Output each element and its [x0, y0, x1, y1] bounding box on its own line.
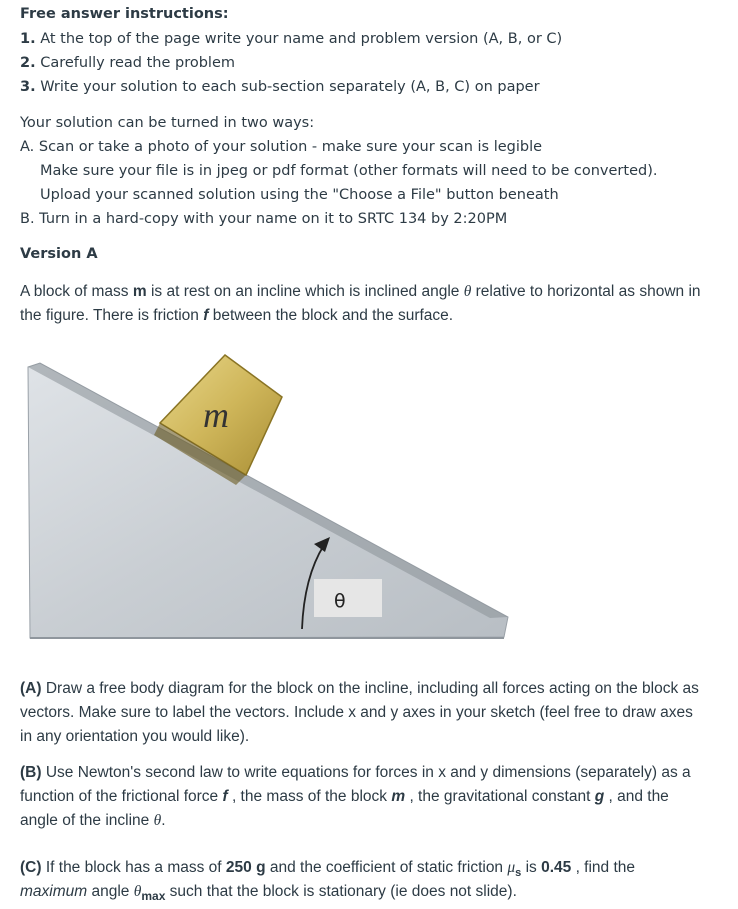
version-heading: Version A — [20, 246, 98, 262]
instructions-heading: Free answer instructions: — [20, 6, 229, 22]
problem-line-1: A block of mass m is at rest on an incline which is inclined angle θ relative to horizontal as shown in — [20, 283, 701, 300]
turn-in-option-a: A. Scan or take a photo of your solution - make sure your scan is legible — [20, 139, 543, 155]
part-a-line-1: (A) Draw a free body diagram for the block on the incline, including all forces acting on the block as — [20, 680, 699, 697]
instruction-step-3: 3. Write your solution to each sub-section separately (A, B, C) on paper — [20, 79, 540, 95]
part-c-line-2: maximum angle $\theta_{max}$ such that the block is stationary (ie does not slide). — [20, 883, 517, 903]
angle-label-box — [314, 579, 382, 617]
turn-in-option-a-upload: Upload your scanned solution using the "Choose a File" button beneath — [40, 187, 559, 203]
incline-figure — [20, 345, 510, 655]
part-c-line-1: (C) If the block has a mass of 250 g and the coefficient of static friction $\mu_s$ is 0.45 , find the — [20, 859, 636, 879]
instruction-step-1: 1. At the top of the page write your name and problem version (A, B, or C) — [20, 31, 563, 47]
problem-line-2: the figure. There is friction f between the block and the surface. — [20, 307, 454, 324]
mass-label: m — [203, 395, 229, 435]
turn-in-option-a-format: Make sure your file is in jpeg or pdf format (other formats will need to be converted). — [40, 163, 658, 179]
part-a-line-3: in any orientation you would like). — [20, 728, 250, 745]
part-b-line-3: angle of the incline θ. — [20, 812, 166, 829]
instruction-step-2: 2. Carefully read the problem — [20, 55, 235, 71]
turn-in-option-b: B. Turn in a hard-copy with your name on it to SRTC 134 by 2:20PM — [20, 211, 508, 227]
angle-label: θ — [334, 590, 346, 612]
part-a-line-2: vectors. Make sure to label the vectors. Include x and y axes in your sketch (feel free to draw axes — [20, 704, 693, 721]
part-b-line-2: function of the frictional force f , the mass of the block m , the gravitational constant g , and the — [20, 788, 669, 805]
part-b-line-1: (B) Use Newton's second law to write equations for forces in x and y dimensions (separately) as a — [20, 764, 691, 781]
turn-in-intro: Your solution can be turned in two ways: — [20, 115, 315, 131]
